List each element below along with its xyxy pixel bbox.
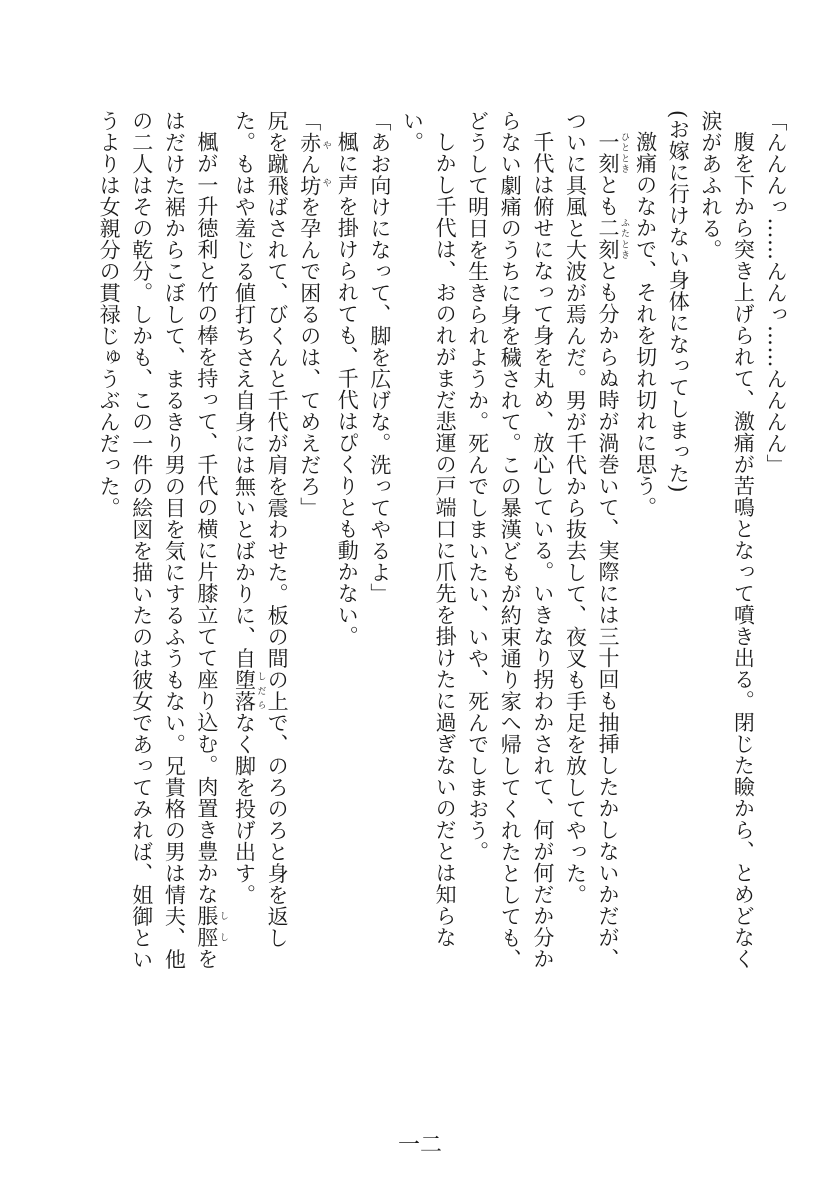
ruby-annotated-word xyxy=(232,669,266,712)
paragraph xyxy=(759,110,792,990)
ruby-base: 堕落 xyxy=(232,669,257,712)
ruby-base: 赤ん坊 xyxy=(297,131,322,196)
ruby-annotated-word xyxy=(194,905,228,948)
vertical-text-body xyxy=(32,110,792,990)
ruby-base: 脹脛 xyxy=(194,905,219,948)
text-run: とも xyxy=(596,174,621,217)
text-run: しかし千代は、おのれがまだ悲運の戸端口に爪先を掛けたに過ぎないのだとは知らない。 xyxy=(400,110,458,948)
text-run: を孕んで困るのは、てめえだろ」 xyxy=(297,196,322,519)
text-run: 「あお向けになって、脚を広げな。洗ってやるよ」 xyxy=(367,110,392,605)
paragraph xyxy=(93,110,228,990)
paragraph xyxy=(331,110,364,990)
text-run: なく脚を投げ出す。 xyxy=(232,712,257,906)
ruby-annotated-word xyxy=(297,131,331,197)
ruby-reading: ふたとき xyxy=(619,217,630,260)
ruby-reading: しだら xyxy=(255,669,266,712)
paragraph xyxy=(396,110,461,990)
page-number: 一二 xyxy=(397,1133,442,1158)
ruby-annotated-word xyxy=(596,217,630,260)
ruby-reading: ひととき xyxy=(619,131,630,174)
ruby-base: 一刻 xyxy=(596,131,621,174)
ruby-reading: しし xyxy=(217,905,228,948)
text-run: 「んんんっ……んんっ……んんんん」 xyxy=(764,110,788,476)
text-run: 尻を蹴飛ばされて、びくんと千代が肩を震わせた。板の間の上で、のろのろと身を返した。もはや羞じる値打ちさえ自身には無いとばかりに、自 xyxy=(232,110,290,949)
text-run: 楓が一升徳利と竹の棒を持って、千代の横に片膝立てて座り込む。肉置き豊かな xyxy=(194,131,219,905)
paragraph xyxy=(228,110,293,990)
ruby-reading: やや xyxy=(320,131,331,196)
text-run: とも分からぬ時が渦巻いて、実際には三十回も抽挿したかしないかだが、ついに具風と大波が焉んだ。男が千代から抜去して、夜叉も手足を放してやった。 xyxy=(563,110,621,970)
text-run: 「 xyxy=(297,110,322,132)
paragraph xyxy=(293,110,331,990)
paragraph xyxy=(559,110,629,990)
paragraph xyxy=(363,110,396,990)
text-run: 楓に声を掛けられても、千代はぴくりとも動かない。 xyxy=(335,131,360,647)
text-run: 腹を下から突き上げられて、激痛が苦鳴となって噴き出る。閉じた瞼から、とめどなく涙があふれる。 xyxy=(698,110,756,970)
paragraph xyxy=(662,110,695,990)
text-run: (お嫁に行けない身体になってしまった) xyxy=(666,110,691,493)
ruby-base: 二刻 xyxy=(596,217,621,260)
text-run: をはだけた裾からこぼして、まるきり男の目を気にするふうもない。兄貴格の男は情夫、他の二人はその乾分。しかも、この一件の絵図を描いたのは彼女であってみれば、姐御というよりは女親分の貫禄じゅうぶんだった。 xyxy=(97,110,219,970)
paragraph xyxy=(461,110,559,990)
paragraph xyxy=(694,110,759,990)
text-run: 激痛のなかで、それを切れ切れに思う。 xyxy=(633,131,658,518)
text-run: 千代は俯せになって身を丸め、放心している。いきなり拐わかされて、何が何だか分からない劇痛のうちに身を穢されて。この暴漢どもが約束通り家へ帰してくれたとしても、どうして明日を生きられようか。死んでしまいたい、いや、死んでしまおう。 xyxy=(465,110,555,970)
ruby-annotated-word xyxy=(596,131,630,174)
paragraph xyxy=(629,110,662,990)
